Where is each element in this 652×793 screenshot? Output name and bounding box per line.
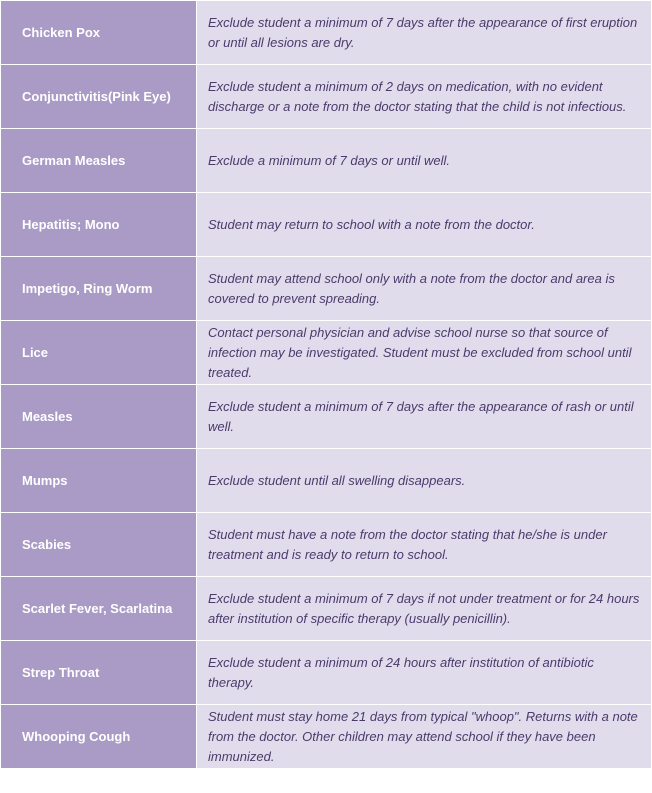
table-row [1, 321, 652, 385]
exclusion-policy: Exclude a minimum of 7 days or until well. [197, 129, 652, 193]
table-row [1, 257, 652, 321]
illness-name: Measles [1, 385, 197, 449]
illness-name: Scarlet Fever, Scarlatina [1, 577, 197, 641]
illness-name: Strep Throat [1, 641, 197, 705]
exclusion-policy: Student must stay home 21 days from typical "whoop". Returns with a note from the doctor. Other children may attend school if they have been immunized. [197, 705, 652, 769]
illness-name: Conjunctivitis(Pink Eye) [1, 65, 197, 129]
table-row [1, 577, 652, 641]
exclusion-policy: Student may return to school with a note from the doctor. [197, 193, 652, 257]
illness-name: Whooping Cough [1, 705, 197, 769]
exclusion-policy: Student must have a note from the doctor stating that he/she is under treatment and is ready to return to school. [197, 513, 652, 577]
table-row [1, 193, 652, 257]
exclusion-policy: Exclude student a minimum of 7 days if not under treatment or for 24 hours after institution of specific therapy (usually penicillin). [197, 577, 652, 641]
illness-name: Mumps [1, 449, 197, 513]
table-row [1, 65, 652, 129]
exclusion-policy: Exclude student a minimum of 2 days on medication, with no evident discharge or a note from the doctor stating that the child is not infectious. [197, 65, 652, 129]
exclusion-policy: Exclude student a minimum of 7 days after the appearance of first eruption or until all lesions are dry. [197, 1, 652, 65]
exclusion-policy: Exclude student a minimum of 7 days after the appearance of rash or until well. [197, 385, 652, 449]
illness-name: Hepatitis; Mono [1, 193, 197, 257]
illness-name: Lice [1, 321, 197, 385]
exclusion-policy: Contact personal physician and advise school nurse so that source of infection may be investigated. Student must be excluded from school until treated. [197, 321, 652, 385]
table-row [1, 449, 652, 513]
table-row [1, 705, 652, 769]
exclusion-policy: Exclude student a minimum of 24 hours after institution of antibiotic therapy. [197, 641, 652, 705]
illness-name: Impetigo, Ring Worm [1, 257, 197, 321]
illness-name: Chicken Pox [1, 1, 197, 65]
table-row [1, 513, 652, 577]
table-row [1, 1, 652, 65]
exclusion-policy: Exclude student until all swelling disappears. [197, 449, 652, 513]
illness-name: Scabies [1, 513, 197, 577]
exclusion-policy: Student may attend school only with a note from the doctor and area is covered to prevent spreading. [197, 257, 652, 321]
table-row [1, 129, 652, 193]
table-row [1, 641, 652, 705]
table-row [1, 385, 652, 449]
illness-name: German Measles [1, 129, 197, 193]
